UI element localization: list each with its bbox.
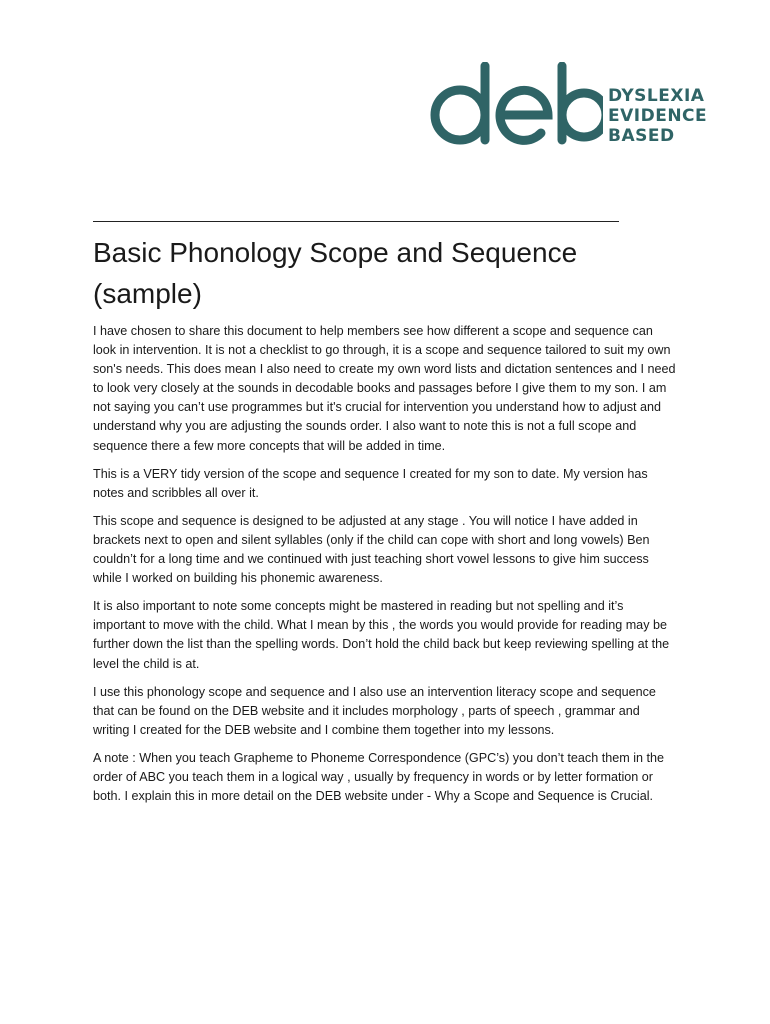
deb-logo-mark (428, 62, 603, 152)
paragraph-mastery: It is also important to note some concepts might be mastered in reading but not spelling and it’s important to move with the child. What I mean by this , the words you would provide for reading may be further down the list than the spelling words. Don’t hold the child back but keep reviewing spelling at the level the child is at. (93, 599, 670, 671)
paragraph-intro: I have chosen to share this document to help members see how different a scope and sequence can look in intervention. It is not a checklist to go through, it is a scope and sequence tailored to suit my own son's needs. This does mean I also need to create my own word lists and dictation sentences and I need to look very closely at the sounds in decodable books and passages before I give them to my son. I am not saying you can’t use programmes but it's crucial for intervention you understand how to adjust and understand why you are adjusting the sounds order. I also want to note this is not a full scope and sequence there a few more concepts that will be added in time. (93, 324, 676, 453)
logo-line-1: DYSLEXIA (608, 86, 705, 106)
page-title: Basic Phonology Scope and Sequence (sample) (93, 237, 578, 309)
paragraph-literacy-scope: I use this phonology scope and sequence and I also use an intervention literacy scope and sequence that can be found on the DEB website and it includes morphology , parts of speech , grammar and writing I created for the DEB website and I combine them together into my lessons. (93, 684, 656, 737)
title-divider (93, 221, 619, 222)
paragraph-gpc-note: A note : When you teach Grapheme to Phoneme Correspondence (GPC’s) you don’t teach them in the order of ABC you teach them in a logical way , usually by frequency in words or by letter formation or both. I explain this in more detail on the DEB website under - Why a Scope and Sequence is Crucial. (93, 750, 665, 804)
deb-logo (428, 62, 718, 152)
paragraph-adjusted: This scope and sequence is designed to be adjusted at any stage . You will notice I have added in brackets next to open and silent syllables (only if the child can cope with short and long vowels) Ben couldn’t for a long time and we continued with just teaching short vowel lessons to give him success while I worked on building his phonemic awareness. (93, 513, 650, 586)
logo-line-2: EVIDENCE (608, 106, 708, 126)
document-body (93, 322, 678, 815)
logo-wordmark (608, 86, 707, 146)
paragraph-tidy-version: This is a VERY tidy version of the scope and sequence I created for my son to date. My version has notes and scribbles all over it. (93, 466, 648, 500)
logo-line-3: BASED (608, 126, 675, 146)
